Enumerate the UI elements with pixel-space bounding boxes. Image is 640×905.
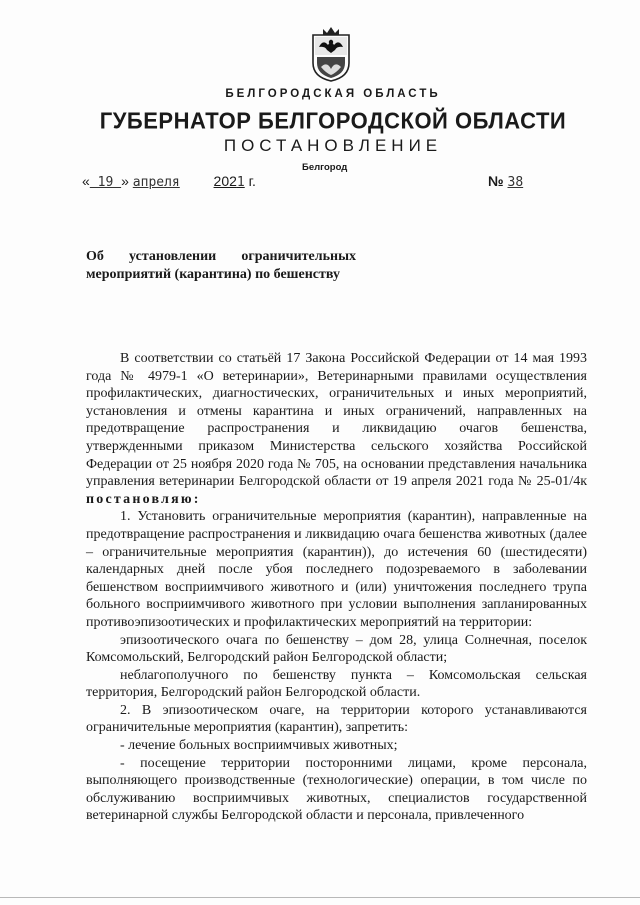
date-day: 19 — [89, 175, 122, 190]
decree-body — [86, 350, 587, 825]
unfavorable-point-paragraph: неблагополучного по бешенству пункта – Комсомольская сельская территория, Белгородский район Белгородской области. — [86, 667, 587, 701]
decree-number: № 38 — [488, 173, 541, 190]
decree-title-line2: мероприятий (карантина) по бешенству — [86, 267, 340, 282]
ban-visit-item: - посещение территории посторонними лицами, кроме персонала, выполняющего производственные (технологические) операции, в том числе по обслуживанию восприимчивых животных, специалистов государственной ветеринарной службы Белгородской области и персонала, привлеченного — [86, 755, 587, 824]
resolve-word: постановляю: — [86, 491, 201, 507]
clause-2-paragraph: 2. В эпизоотическом очаге, на территории которого устанавливаются ограничительные мероприятия (карантин), запретить: — [86, 702, 587, 736]
page-edge-divider — [0, 897, 640, 898]
decree-number-value: 38 — [507, 175, 524, 190]
focus-location-paragraph: эпизоотического очага по бешенству – дом 28, улица Солнечная, поселок Комсомольский, Белгородский район Белгородской области; — [86, 632, 587, 666]
decree-date: « 19 » апреля 2021 г. — [82, 173, 256, 190]
belgorod-coat-of-arms-icon — [309, 25, 353, 83]
governor-heading: ГУБЕРНАТОР БЕЛГОРОДСКОЙ ОБЛАСТИ — [99, 107, 567, 134]
decree-heading: ПОСТАНОВЛЕНИЕ — [223, 136, 443, 155]
city-label: Белгород — [302, 162, 348, 173]
decree-title — [86, 248, 356, 284]
clause-1-paragraph: 1. Установить ограничительные мероприятия (карантин), направленные на предотвращение распространения и ликвидацию очага бешенства животных (далее – ограничительные мероприятия (карантин)), до истечения 60 (шестидесяти) календарных дней после убоя последнего подозреваемого в заболевании бешенством восприимчивого животного и (или) уничтожения последнего трупа больного восприимчивого животного при условии выполнения запланированных противоэпизоотических и профилактических мероприятий на территории: — [86, 509, 587, 630]
region-heading: БЕЛГОРОДСКАЯ ОБЛАСТЬ — [225, 88, 441, 100]
date-month: апреля — [132, 175, 180, 190]
ban-treatment-item: - лечение больных восприимчивых животных; — [120, 738, 398, 754]
decree-title-line1: Об установлении ограничительных — [86, 249, 356, 264]
intro-paragraph: В соответствии со статьёй 17 Закона Российской Федерации от 14 мая 1993 года № 4979-1 «О ветеринарии», Ветеринарными правилами осуществления профилактических, диагностических, ограничительных и иных мероприятий, установления и отмены карантина и иных ограничений, направленных на предотвращение распространения и ликвидацию очагов бешенства, утвержденными приказом Министерства сельского хозяйства Российской Федерации от 25 ноября 2020 года № 705, на основании представления начальника управления ветеринарии Белгородской области от 19 апреля 2021 года № 25-01/4к постановляю: — [86, 351, 587, 507]
date-year: 2021 — [213, 173, 245, 190]
